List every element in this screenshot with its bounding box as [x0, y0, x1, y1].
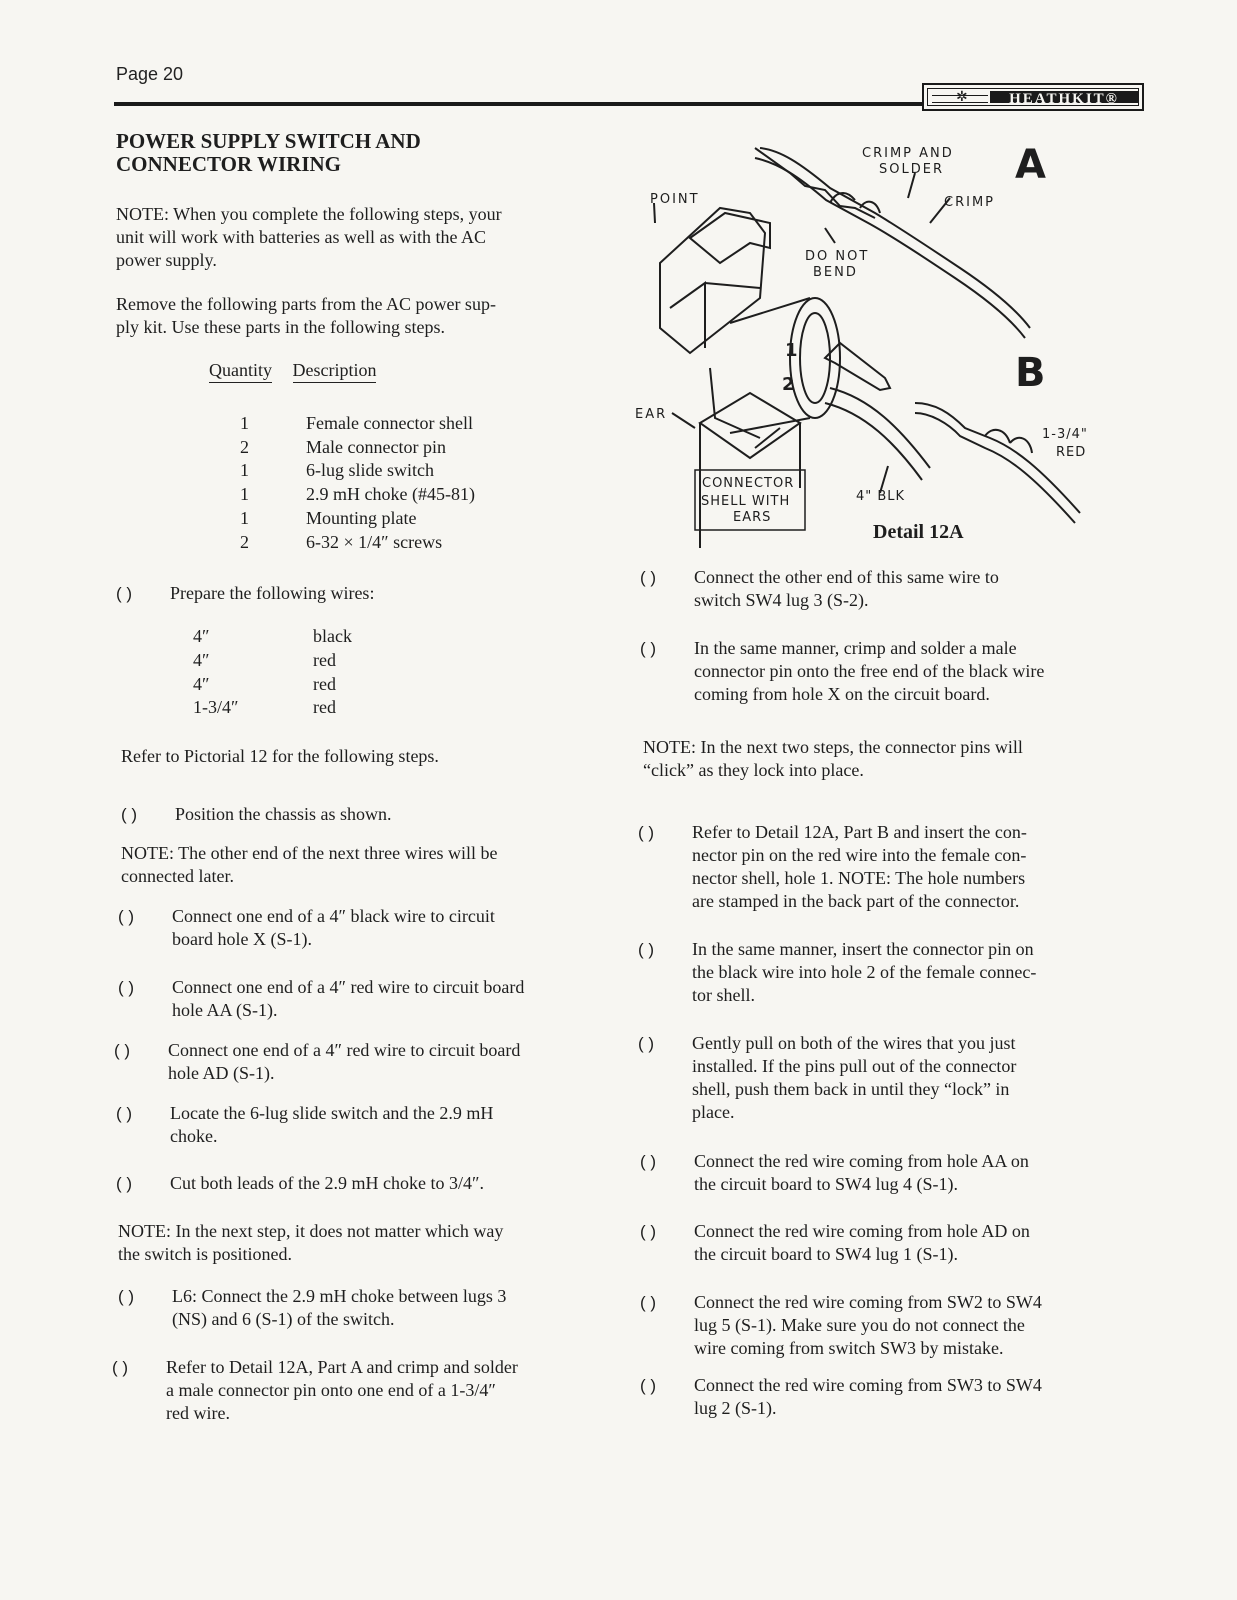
step-checkbox[interactable]: ( ) [640, 639, 657, 658]
step-checkbox[interactable]: ( ) [116, 1174, 133, 1193]
parts-table-header [209, 360, 376, 383]
svg-text:SOLDER: SOLDER [879, 162, 944, 177]
step-checkbox[interactable]: ( ) [114, 1041, 131, 1060]
wire-row: 4″ black [193, 626, 352, 646]
wire-row: 4″ red [193, 674, 336, 694]
heathkit-logo [922, 83, 1144, 111]
page-number: Page 20 [116, 64, 184, 84]
parts-row: 1 2.9 mH choke (#45-81) [240, 484, 475, 504]
step-checkbox[interactable]: ( ) [638, 940, 655, 959]
svg-text:CRIMP: CRIMP [944, 195, 995, 210]
svg-text:EAR: EAR [635, 407, 668, 422]
svg-text:POINT: POINT [650, 192, 700, 207]
step-checkbox[interactable]: ( ) [640, 568, 657, 587]
insert-arrow-icon [825, 343, 890, 390]
svg-text:2: 2 [782, 374, 795, 395]
step-checkbox[interactable]: ( ) [640, 1152, 657, 1171]
parts-row: 2 6-32 × 1/4″ screws [240, 532, 443, 552]
svg-text:RED: RED [1056, 445, 1087, 460]
wire-row: 4″ red [193, 650, 336, 670]
step-checkbox[interactable]: ( ) [121, 805, 138, 824]
svg-text:BEND: BEND [813, 265, 858, 280]
step-checkbox[interactable]: ( ) [118, 907, 135, 926]
step-checkbox[interactable]: ( ) [112, 1358, 129, 1377]
logo-text: HEATHKIT® [990, 91, 1138, 103]
intro-note: NOTE: When you complete the following steps, your unit will work with batteries as well as with the AC power supply. [116, 204, 502, 270]
quantity-header: Quantity [209, 360, 272, 383]
parts-row: 1 Female connector shell [240, 413, 473, 433]
step-checkbox[interactable]: ( ) [638, 823, 655, 842]
svg-text:4" BLK: 4" BLK [856, 489, 906, 504]
detail-12a-diagram [630, 128, 1100, 558]
svg-text:1-3/4": 1-3/4" [1042, 427, 1088, 442]
step-checkbox[interactable]: ( ) [116, 1104, 133, 1123]
step-checkbox[interactable]: ( ) [118, 1287, 135, 1306]
svg-text:CONNECTOR: CONNECTOR [702, 476, 795, 491]
pin-b-wire [915, 403, 1080, 523]
wire-row: 1-3/4″ red [193, 697, 336, 717]
connector-shell [660, 208, 765, 353]
note-switch-position: NOTE: In the next step, it does not matter which way the switch is positioned. [118, 1221, 504, 1264]
step-checkbox[interactable]: ( ) [118, 978, 135, 997]
note-connected-later: NOTE: The other end of the next three wires will be connected later. [121, 843, 498, 886]
black-wire [825, 388, 930, 480]
note-click: NOTE: In the next two steps, the connector pins will “click” as they lock into place. [643, 737, 1023, 780]
svg-text:SHELL WITH: SHELL WITH [701, 494, 791, 509]
svg-text:1: 1 [785, 340, 798, 361]
step-checkbox[interactable]: ( ) [116, 584, 133, 603]
part-b-label: B [1015, 350, 1046, 396]
svg-text:CRIMP AND: CRIMP AND [862, 146, 954, 161]
remove-parts-text: Remove the following parts from the AC power sup- ply kit. Use these parts in the following steps. [116, 294, 496, 337]
section-title: POWER SUPPLY SWITCH AND CONNECTOR WIRING [116, 129, 421, 176]
atom-icon: ✲ [956, 90, 968, 105]
step-checkbox[interactable]: ( ) [640, 1222, 657, 1241]
step-checkbox[interactable]: ( ) [638, 1034, 655, 1053]
step-checkbox[interactable]: ( ) [640, 1293, 657, 1312]
step-checkbox[interactable]: ( ) [640, 1376, 657, 1395]
parts-row: 2 Male connector pin [240, 437, 446, 457]
description-header: Description [293, 360, 377, 383]
part-a-label: A [1015, 142, 1046, 188]
svg-text:DO NOT: DO NOT [805, 249, 870, 264]
diagram-caption: Detail 12A [873, 521, 964, 543]
refer-pictorial-text: Refer to Pictorial 12 for the following steps. [121, 746, 439, 766]
parts-row: 1 Mounting plate [240, 508, 417, 528]
parts-row: 1 6-lug slide switch [240, 460, 434, 480]
pin-a-body [755, 148, 875, 218]
svg-text:EARS: EARS [733, 510, 772, 525]
